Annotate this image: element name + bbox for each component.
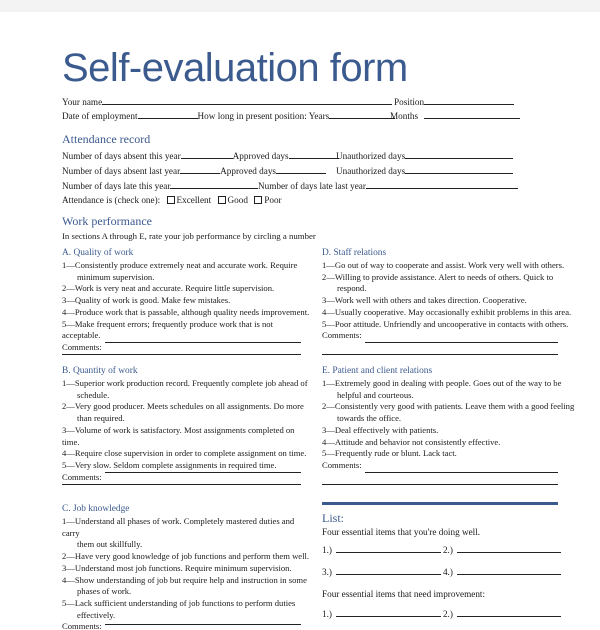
top-strip <box>0 0 600 12</box>
list-item: 4—Require close supervision in order to complete assignment on time. <box>62 448 307 459</box>
section-c-comment-line-1[interactable] <box>105 624 301 625</box>
months-row <box>390 110 520 122</box>
work-instructions: In sections A through E, rate your job performance by circling a number <box>62 231 316 241</box>
page-title: Self-evaluation form <box>62 46 408 90</box>
option-poor: Poor <box>264 195 282 205</box>
list-item: 3—Understand most job functions. Require minimum supervision. <box>62 562 292 573</box>
list-item-cont: towards the office. <box>337 413 402 424</box>
list-item: 2—Work is very neat and accurate. Require little supervision. <box>62 283 275 294</box>
list-item-cont: than required. <box>77 413 125 424</box>
approved-days-blank-2[interactable] <box>276 165 326 174</box>
list-improve-label: Four essential items that need improvement: <box>322 589 486 599</box>
list-item: 2—Willing to provide assistance. Alert to needs of others. Quick to <box>322 271 554 282</box>
name-label: Your name <box>62 97 103 107</box>
list-item: 1—Superior work production record. Frequently complete job ahead of <box>62 378 308 388</box>
comments-label: Comments: <box>322 330 362 341</box>
list-item-cont: phases of work. <box>77 586 132 597</box>
unauthorized-row-1 <box>336 150 513 162</box>
list-item: 1—Extremely good in dealing with people. Goes out of the way to be <box>322 378 562 388</box>
section-c-items <box>62 516 312 630</box>
list-improve-blank-2[interactable] <box>457 608 561 617</box>
list-item: 2—Very good producer. Meets schedules on all assignments. Do more <box>62 401 304 412</box>
good-checkbox[interactable] <box>218 196 226 204</box>
late-last-year-blank[interactable] <box>366 180 518 189</box>
work-performance-heading: Work performance <box>62 214 152 228</box>
list-item: 5—Lack sufficient understanding of job functions to perform duties <box>62 597 296 608</box>
howlong-label: How long in present position: Years <box>197 111 330 121</box>
list-item: 5—Very slow. Seldom complete assignments in required time. <box>62 459 277 470</box>
section-a-items <box>62 260 312 354</box>
unauthorized-days-blank-2[interactable] <box>405 165 513 174</box>
list-item: 1—Go out of way to cooperate and assist. Work very well with others. <box>322 260 565 270</box>
list-item-cont: them out skillfully. <box>77 539 143 550</box>
section-b-items <box>62 378 312 483</box>
list-heading: List: <box>322 511 345 525</box>
name-row <box>62 96 392 108</box>
date-label: Date of employment <box>62 111 138 121</box>
section-c-title: C. Job knowledge <box>62 504 130 514</box>
years-blank[interactable] <box>329 110 395 119</box>
absent-this-year-label: Number of days absent this year <box>62 151 181 161</box>
list-item: 4—Usually cooperative. May occasionally exhibit problems in this area. <box>322 306 572 317</box>
list-item-cont: effectively. <box>77 609 116 620</box>
list-well-blank-4[interactable] <box>457 566 561 575</box>
list-item: 3—Volume of work is satisfactory. Most assignments completed on time. <box>62 424 295 447</box>
section-e-items <box>322 378 582 472</box>
name-blank[interactable] <box>102 96 392 105</box>
unauthorized-row-2 <box>336 165 513 177</box>
late-this-year-label: Number of days late this year <box>62 181 171 191</box>
months-blank[interactable] <box>424 110 520 119</box>
list-well-blank-1[interactable] <box>336 544 441 553</box>
list-item-cont: schedule. <box>77 389 110 400</box>
list-item: 5—Frequently rude or blunt. Lack tact. <box>322 448 457 459</box>
list-item-cont: respond. <box>337 283 367 294</box>
list-item: 3—Deal effectively with patients. <box>322 424 439 435</box>
list-item: 2—Have very good knowledge of job functions and perform them well. <box>62 551 310 562</box>
list-well-blank-2[interactable] <box>457 544 561 553</box>
section-d-comment-line-1[interactable] <box>365 342 558 343</box>
section-e-comment-line-2[interactable] <box>322 484 558 485</box>
section-b-comment-line-1[interactable] <box>105 472 301 473</box>
attendance-check-row <box>62 195 282 206</box>
absent-last-year-row <box>62 165 326 177</box>
list-item: 2—Consistently very good with patients. Leave them with a good feeling <box>322 401 575 412</box>
section-b-title: B. Quantity of work <box>62 366 138 376</box>
position-label: Position <box>394 97 425 107</box>
unauthorized-days-label: Unauthorized days <box>336 151 406 161</box>
late-last-year-label: Number of days late last year <box>258 181 366 191</box>
absent-last-year-label: Number of days absent last year <box>62 166 181 176</box>
list-item: 5—Make frequent errors; frequently produce work that is not acceptable. <box>62 318 273 341</box>
list-well-row-2: 3.) 4.) <box>322 566 561 578</box>
list-item-cont: helpful and courteous. <box>337 389 414 400</box>
attendance-check-label: Attendance is (check one): <box>62 195 161 205</box>
list-well-label: Four essential items that you're doing well. <box>322 527 481 537</box>
approved-days-blank[interactable] <box>289 150 339 159</box>
approved-days-label: Approved days <box>232 151 289 161</box>
section-d-comment-line-2[interactable] <box>322 354 558 355</box>
section-a-title: A. Quality of work <box>62 248 134 258</box>
absent-this-year-row <box>62 150 339 162</box>
list-item: 3—Quality of work is good. Make few mistakes. <box>62 295 231 306</box>
comments-label: Comments: <box>62 621 102 630</box>
list-improve-row-1: 1.) 2.) <box>322 608 561 620</box>
comments-label: Comments: <box>62 471 102 482</box>
section-b-comment-line-2[interactable] <box>62 484 301 485</box>
list-well-row-1: 1.) 2.) <box>322 544 561 556</box>
unauthorized-days-blank-1[interactable] <box>405 150 513 159</box>
section-a-comment-line-2[interactable] <box>62 354 301 355</box>
section-a-comment-line-1[interactable] <box>105 342 301 343</box>
list-item: 4—Produce work that is passable, although quality needs improvement. <box>62 306 310 317</box>
absent-last-year-blank[interactable] <box>180 165 220 174</box>
list-item: 4—Attitude and behavior not consistently effective. <box>322 436 501 447</box>
comments-label: Comments: <box>62 341 102 352</box>
attendance-heading: Attendance record <box>62 132 151 146</box>
list-well-blank-3[interactable] <box>336 566 441 575</box>
excellent-checkbox[interactable] <box>167 196 175 204</box>
poor-checkbox[interactable] <box>254 196 262 204</box>
date-row <box>62 110 395 122</box>
list-divider-rule <box>322 502 558 505</box>
section-e-comment-line-1[interactable] <box>365 472 558 473</box>
option-excellent: Excellent <box>176 195 212 205</box>
late-this-year-blank[interactable] <box>170 180 258 189</box>
section-d-title: D. Staff relations <box>322 248 387 258</box>
section-d-items <box>322 260 582 342</box>
option-good: Good <box>227 195 248 205</box>
late-this-year-row <box>62 180 258 192</box>
absent-this-year-blank[interactable] <box>181 150 233 159</box>
list-improve-blank-1[interactable] <box>336 608 441 617</box>
position-blank[interactable] <box>424 96 514 105</box>
approved-days-label-2: Approved days <box>220 166 277 176</box>
section-e-title: E. Patient and client relations <box>322 366 433 376</box>
months-label: Months <box>390 111 419 121</box>
list-item: 4—Show understanding of job but require help and instruction in some <box>62 574 307 585</box>
date-blank[interactable] <box>138 110 198 119</box>
position-row <box>394 96 514 108</box>
late-last-year-row <box>258 180 518 192</box>
list-item: 5—Poor attitude. Unfriendly and uncooperative in contacts with others. <box>322 318 569 329</box>
list-item: 1—Understand all phases of work. Completely mastered duties and carry <box>62 516 295 538</box>
comments-label: Comments: <box>322 459 362 470</box>
list-item: 1—Consistently produce extremely neat and accurate work. Require <box>62 260 298 270</box>
list-item: 3—Work well with others and takes direction. Cooperative. <box>322 295 527 306</box>
list-item-cont: minimum supervision. <box>77 271 155 282</box>
unauthorized-days-label-2: Unauthorized days <box>336 166 406 176</box>
